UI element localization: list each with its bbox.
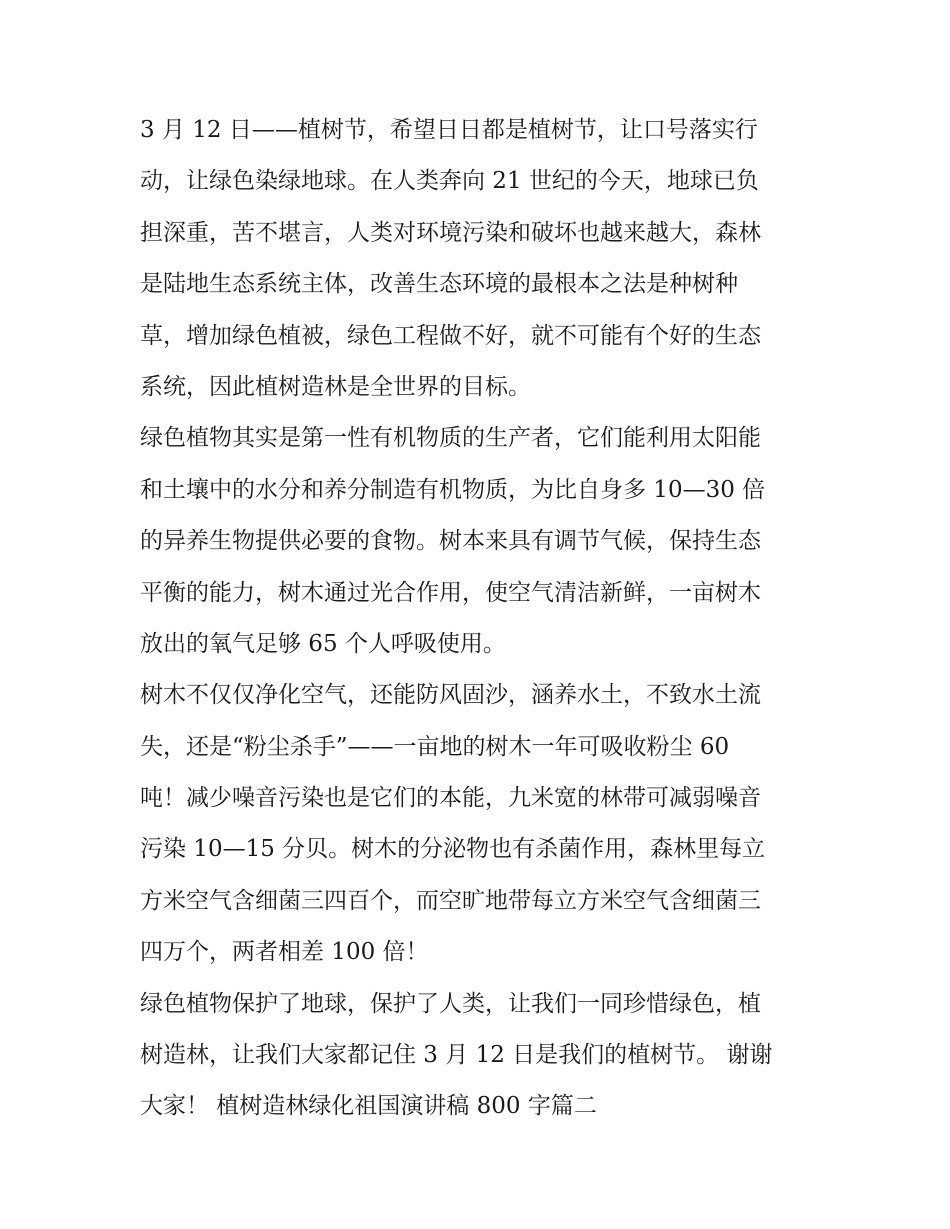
text-line: 绿色植物其实是第一性有机物质的生产者，它们能利用太阳能 bbox=[140, 425, 761, 452]
text-line: 草，增加绿色植被，绿色工程做不好，就不可能有个好的生态 bbox=[140, 322, 761, 349]
text-line: 大家！ 植树造林绿化祖国演讲稿 800 字篇二 bbox=[140, 1093, 597, 1120]
text-line: 系统，因此植树造林是全世界的目标。 bbox=[140, 373, 531, 400]
text-line: 3 月 12 日——植树节，希望日日都是植树节，让口号落实行 bbox=[140, 117, 758, 143]
text-line: 四万个，两者相差 100 倍！ bbox=[140, 939, 429, 966]
text-line: 担深重，苦不堪言，人类对环境污染和破坏也越来越大，森林 bbox=[140, 219, 761, 246]
text-line: 平衡的能力，树木通过光合作用，使空气清洁新鲜，一亩树木 bbox=[140, 579, 761, 606]
text-line: 吨！减少噪音污染也是它们的本能，九米宽的林带可减弱噪音 bbox=[140, 785, 761, 812]
text-line: 的异养生物提供必要的食物。树本来具有调节气候，保持生态 bbox=[140, 528, 761, 555]
text-line: 动，让绿色染绿地球。在人类奔向 21 世纪的今天，地球已负 bbox=[140, 168, 759, 195]
text-line: 树木不仅仅净化空气，还能防风固沙，涵养水土，不致水土流 bbox=[140, 682, 761, 709]
text-line: 和土壤中的水分和养分制造有机物质，为比自身多 10—30 倍 bbox=[140, 476, 766, 503]
text-line: 是陆地生态系统主体，改善生态环境的最根本之法是种树种 bbox=[140, 271, 738, 298]
document-body bbox=[140, 105, 820, 1133]
text-line: 方米空气含细菌三四百个，而空旷地带每立方米空气含细菌三 bbox=[140, 887, 761, 914]
text-line: 绿色植物保护了地球，保护了人类，让我们一同珍惜绿色，植 bbox=[140, 990, 761, 1017]
text-line: 放出的氧气足够 65 个人呼吸使用。 bbox=[140, 630, 506, 657]
text-line: 污染 10—15 分贝。树木的分泌物也有杀菌作用，森林里每立 bbox=[140, 836, 766, 863]
text-line: 树造林，让我们大家都记住 3 月 12 日是我们的植树节。 谢谢 bbox=[140, 1042, 773, 1069]
text-line: 失，还是“粉尘杀手”——一亩地的树木一年可吸收粉尘 60 bbox=[140, 733, 730, 760]
